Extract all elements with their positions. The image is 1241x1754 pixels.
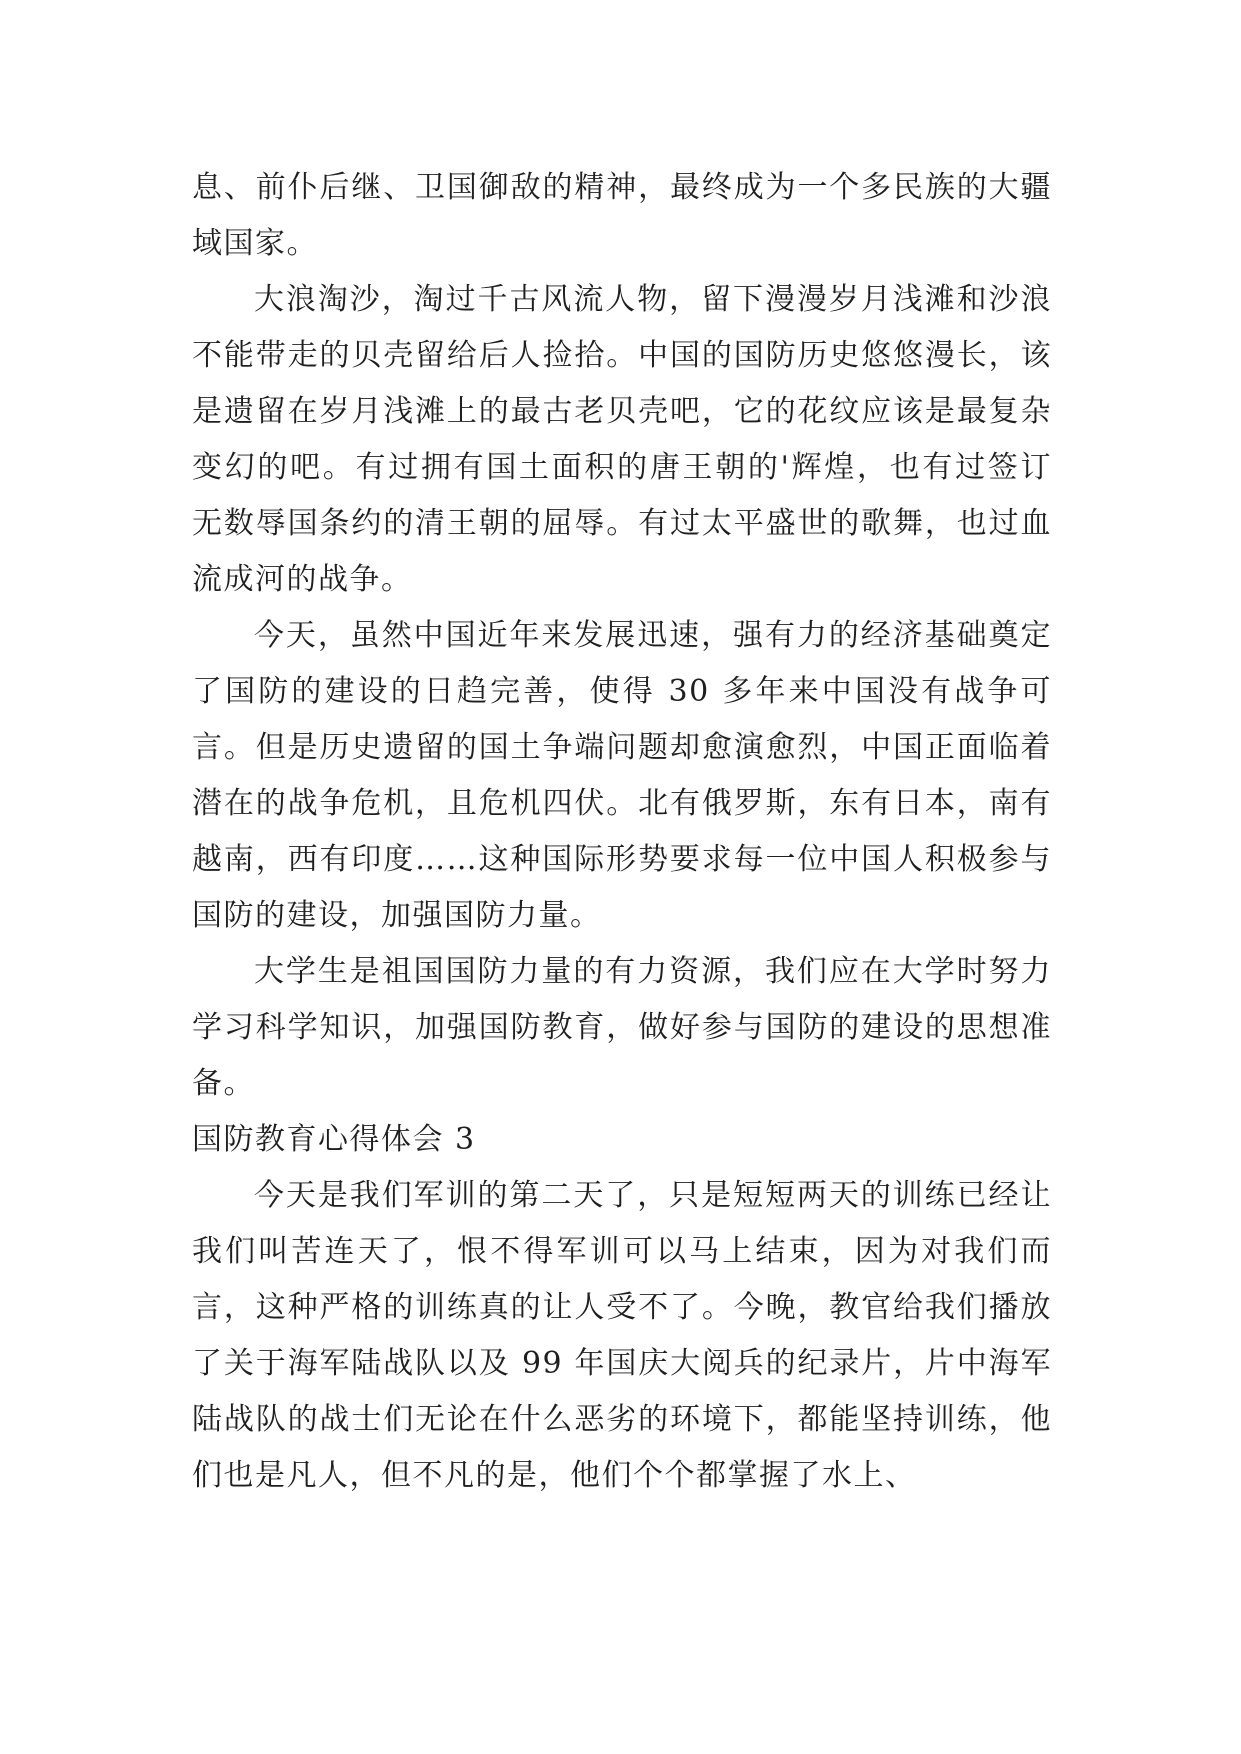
paragraph-training: 今天是我们军训的第二天了，只是短短两天的训练已经让我们叫苦连天了，恨不得军训可以马上结束，因为对我们而言，这种严格的训练真的让人受不了。今晚，教官给我们播放了关于海军陆战队以及 99 年国庆大阅兵的纪录片，片中海军陆战队的战士们无论在什么恶劣的环境下，都能坚持训练，他们也是凡人，但不凡的是，他们个个都掌握了水上、 xyxy=(192,1178,1052,1493)
paragraph-today: 今天，虽然中国近年来发展迅速，强有力的经济基础奠定了国防的建设的日趋完善，使得 30 多年来中国没有战争可言。但是历史遗留的国土争端问题却愈演愈烈，中国正面临着潜在的战争危机，且危机四伏。北有俄罗斯，东有日本，南有越南，西有印度……这种国际形势要求每一位中国人积极参与国防的建设，加强国防力量。 xyxy=(192,618,1052,933)
document-body xyxy=(192,160,1052,1504)
section-heading: 国防教育心得体会 3 xyxy=(192,1122,476,1157)
paragraph-sand: 大浪淘沙，淘过千古风流人物，留下漫漫岁月浅滩和沙浪不能带走的贝壳留给后人捡拾。中国的国防历史悠悠漫长，该是遗留在岁月浅滩上的最古老贝壳吧，它的花纹应该是最复杂变幻的吧。有过拥有国土面积的唐王朝的'辉煌，也有过签订无数辱国条约的清王朝的屈辱。有过太平盛世的歌舞，也过血流成河的战争。 xyxy=(192,282,1052,597)
paragraph-continued: 息、前仆后继、卫国御敌的精神，最终成为一个多民族的大疆域国家。 xyxy=(192,170,1052,261)
paragraph-students: 大学生是祖国国防力量的有力资源，我们应在大学时努力学习科学知识，加强国防教育，做好参与国防的建设的思想准备。 xyxy=(192,954,1052,1101)
